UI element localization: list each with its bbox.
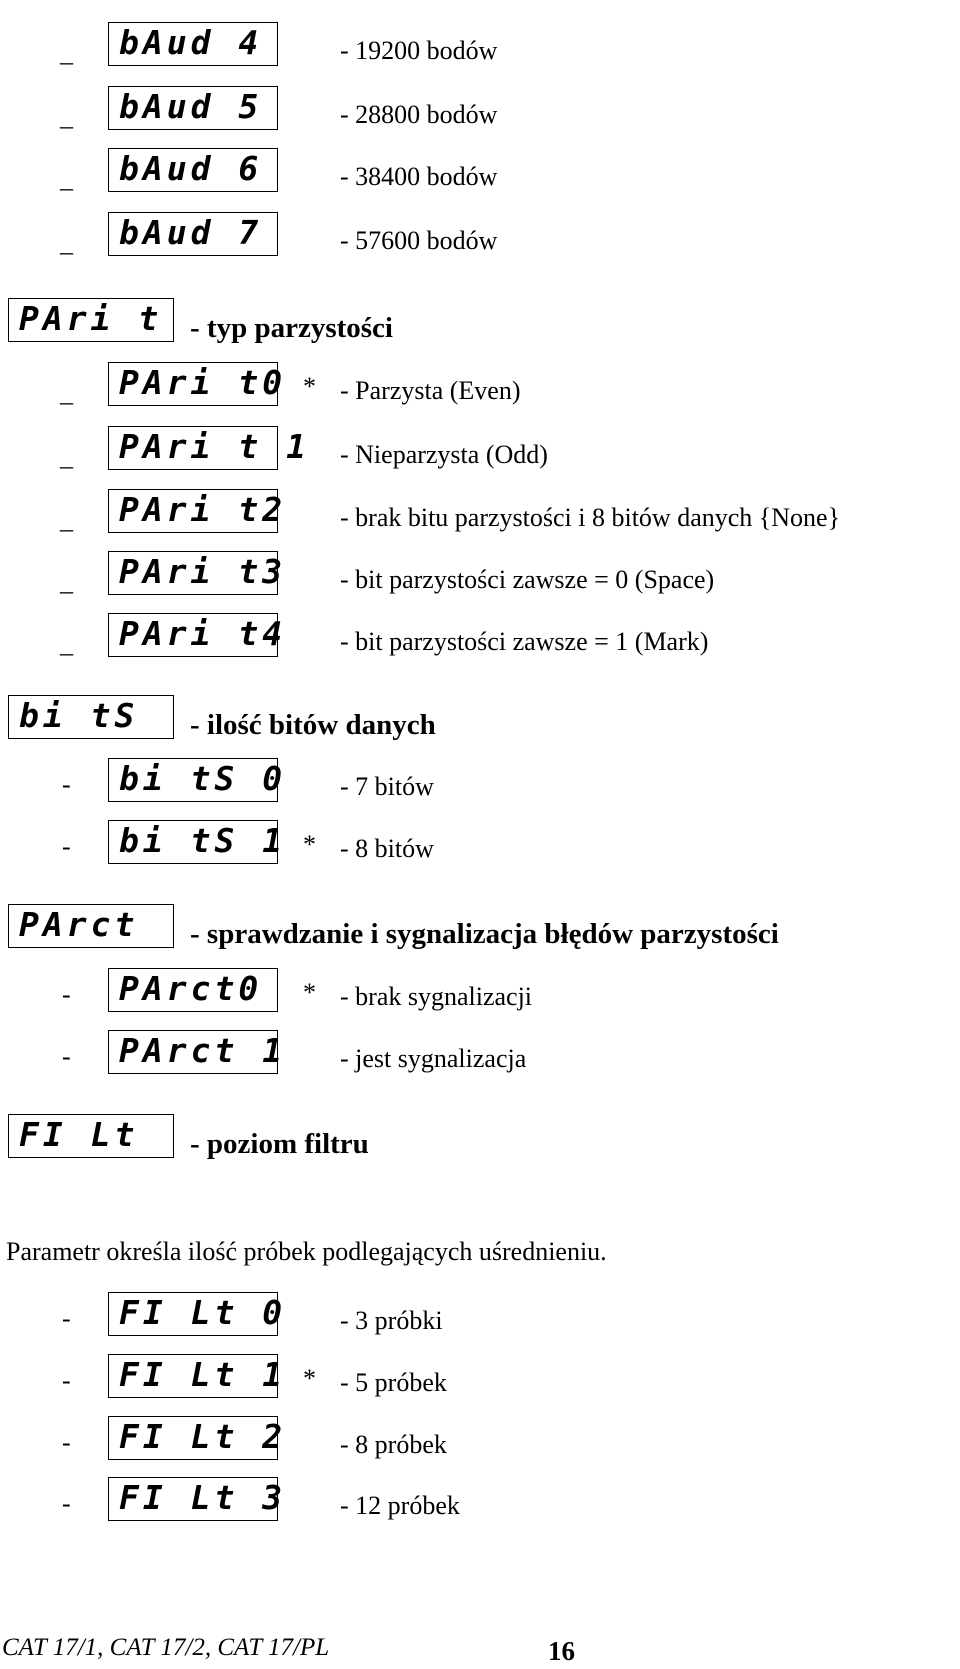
display-code: FI Lt 0: [119, 1293, 287, 1332]
parameter-row: [0, 904, 960, 960]
option-marker: _: [60, 38, 73, 67]
lcd-display: [108, 1292, 287, 1336]
lcd-display: [8, 695, 174, 739]
parameter-title: - poziom filtru: [190, 1128, 369, 1160]
option-description: - 8 próbek: [340, 1430, 447, 1459]
lcd-display: [8, 904, 174, 948]
option-marker: _: [60, 567, 73, 596]
lcd-display: [8, 1114, 174, 1158]
option-marker: -: [62, 1489, 71, 1518]
option-row: [0, 362, 960, 418]
display-code: PAri t3: [119, 552, 287, 591]
display-code: FI Lt 1: [119, 1355, 287, 1394]
option-marker: _: [60, 629, 73, 658]
default-marker: *: [303, 372, 316, 401]
parameter-title: - ilość bitów danych: [190, 709, 436, 741]
option-description: - 12 próbek: [340, 1491, 460, 1520]
option-description: - brak bitu parzystości i 8 bitów danych {None}: [340, 503, 841, 532]
lcd-display: [108, 613, 287, 657]
option-row: [0, 489, 960, 545]
display-code: PAri t 1: [119, 427, 310, 466]
display-code: bi tS 0: [119, 759, 287, 798]
display-code: bi tS 1: [119, 821, 287, 860]
option-marker: -: [62, 832, 71, 861]
option-description: - 19200 bodów: [340, 36, 498, 65]
display-code: FI Lt 3: [119, 1478, 287, 1517]
option-row: [0, 968, 960, 1024]
parameter-title: - sprawdzanie i sygnalizacja błędów parzystości: [190, 918, 779, 950]
option-marker: _: [60, 442, 73, 471]
option-description: - bit parzystości zawsze = 0 (Space): [340, 565, 715, 594]
option-marker: _: [60, 164, 73, 193]
lcd-display: [108, 758, 287, 802]
option-row: [0, 212, 960, 268]
display-code: PArct 1: [119, 1031, 287, 1070]
option-row: [0, 86, 960, 142]
display-code: PAri t0: [119, 363, 287, 402]
display-code: bAud 7: [119, 213, 263, 252]
display-code: FI Lt: [19, 1115, 139, 1154]
display-code: bi tS: [19, 696, 139, 735]
option-row: [0, 1292, 960, 1348]
option-marker: -: [62, 1428, 71, 1457]
footer-models: CAT 17/1, CAT 17/2, CAT 17/PL: [2, 1634, 330, 1661]
option-description: - 8 bitów: [340, 834, 434, 863]
option-marker: _: [60, 228, 73, 257]
lcd-display: [108, 820, 287, 864]
option-row: [0, 1354, 960, 1410]
lcd-display: [108, 1416, 287, 1460]
option-row: [0, 1477, 960, 1533]
display-code: bAud 6: [119, 149, 263, 188]
option-row: [0, 613, 960, 669]
default-marker: *: [303, 830, 316, 859]
option-marker: -: [62, 980, 71, 1009]
lcd-display: [108, 489, 287, 533]
parameter-row: [0, 1114, 960, 1170]
display-code: PAri t: [19, 299, 163, 338]
option-description: - 7 bitów: [340, 772, 434, 801]
option-marker: _: [60, 378, 73, 407]
default-marker: *: [303, 1364, 316, 1393]
lcd-display: [108, 362, 287, 406]
option-description: - jest sygnalizacja: [340, 1044, 527, 1073]
option-marker: _: [60, 505, 73, 534]
parameter-title: - typ parzystości: [190, 312, 393, 344]
lcd-display: [108, 148, 278, 192]
option-row: [0, 551, 960, 607]
option-row: [0, 148, 960, 204]
option-description: - 57600 bodów: [340, 226, 498, 255]
display-code: FI Lt 2: [119, 1417, 287, 1456]
lcd-display: [8, 298, 174, 342]
lcd-display: [108, 968, 278, 1012]
lcd-display: [108, 22, 278, 66]
option-description: - 28800 bodów: [340, 100, 498, 129]
option-row: [0, 1416, 960, 1472]
option-row: [0, 22, 960, 78]
option-description: - Nieparzysta (Odd): [340, 440, 548, 469]
display-code: PAri t4: [119, 614, 287, 653]
parameter-row: [0, 298, 960, 354]
lcd-display: [108, 1354, 287, 1398]
option-marker: -: [62, 1042, 71, 1071]
option-marker: _: [60, 102, 73, 131]
option-marker: -: [62, 1304, 71, 1333]
page-number: 16: [548, 1636, 575, 1666]
option-marker: -: [62, 1366, 71, 1395]
lcd-display: [108, 212, 278, 256]
display-code: bAud 4: [119, 23, 263, 62]
option-description: - bit parzystości zawsze = 1 (Mark): [340, 627, 709, 656]
option-description: - brak sygnalizacji: [340, 982, 533, 1011]
option-row: [0, 758, 960, 814]
option-description: - 5 próbek: [340, 1368, 447, 1397]
lcd-display: [108, 86, 278, 130]
parameter-row: [0, 695, 960, 751]
option-description: - Parzysta (Even): [340, 376, 521, 405]
option-row: [0, 1030, 960, 1086]
lcd-display: [108, 426, 310, 470]
option-row: [0, 426, 960, 482]
default-marker: *: [303, 978, 316, 1007]
display-code: PAri t2: [119, 490, 287, 529]
lcd-display: [108, 1477, 287, 1521]
display-code: PArct0: [119, 969, 263, 1008]
option-marker: -: [62, 770, 71, 799]
option-row: [0, 820, 960, 876]
lcd-display: [108, 551, 287, 595]
display-code: PArct: [19, 905, 139, 944]
option-description: - 3 próbki: [340, 1306, 443, 1335]
display-code: bAud 5: [119, 87, 263, 126]
filter-note: Parametr określa ilość próbek podlegających uśrednieniu.: [6, 1237, 607, 1266]
lcd-display: [108, 1030, 287, 1074]
option-description: - 38400 bodów: [340, 162, 498, 191]
